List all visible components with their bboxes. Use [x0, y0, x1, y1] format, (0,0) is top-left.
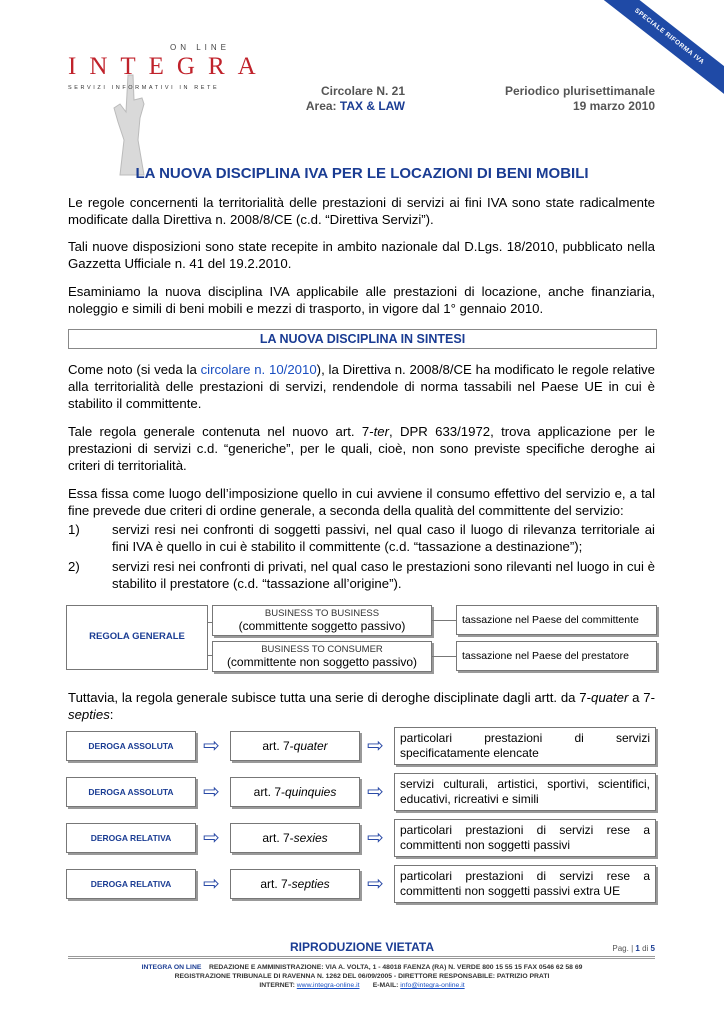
footer-riproduzione: RIPRODUZIONE VIETATA [290, 940, 434, 954]
website-link[interactable]: www.integra-online.it [296, 982, 360, 989]
arrow-right-icon: ⇨ [367, 873, 384, 895]
email-label: E-MAIL: [372, 982, 399, 989]
logo-integra: INTEGRA [68, 53, 269, 80]
paragraph-7-italic-1: quater [590, 690, 629, 705]
deroga-type: DEROGA RELATIVA [66, 823, 196, 853]
page-total: 5 [650, 944, 655, 953]
b2c-sub: (committente non soggetto passivo) [226, 655, 418, 669]
arrow-right-icon: ⇨ [203, 827, 220, 849]
page-title: LA NUOVA DISCIPLINA IVA PER LE LOCAZIONI DI BENI MOBILI [135, 165, 589, 182]
paragraph-5-text-b: , DPR 633/1972, trova applicazione per le prestazioni di servizi c.d. “generiche”, per le quali, cioè, non sono previste specifiche deroghe ai criteri di territorialità. [68, 424, 656, 473]
paragraph-6: Essa fissa come luogo dell’imposizione quello in cui avviene il consumo effettivo del servizio e, a tal fine prevede due criteri di ordine generale, a seconda della qualità del committente del servizio: [68, 486, 655, 518]
deroga-desc: servizi culturali, artistici, sportivi, scientifici, educativi, ricreativi e simili [394, 773, 656, 811]
article-suffix: sexies [293, 831, 328, 845]
deroga-article [230, 823, 360, 853]
footer-line-2: REGISTRAZIONE TRIBUNALE DI RAVENNA N. 1262 DEL 06/09/2005 - DIRETTORE RESPONSABILE: PATRIZIO PRATI [174, 973, 550, 980]
connector-line [432, 656, 456, 657]
arrow-right-icon: ⇨ [203, 735, 220, 757]
b2b-result-box: tassazione nel Paese del committente [456, 605, 657, 635]
deroga-type: DEROGA ASSOLUTA [66, 731, 196, 761]
deroga-desc: particolari prestazioni di servizi specificatamente elencate [394, 727, 656, 765]
article-prefix: art. 7- [253, 785, 285, 799]
b2b-box [212, 605, 432, 636]
list-number-1: 1) [68, 522, 80, 537]
area-value: TAX & LAW [339, 99, 405, 113]
footer-divider [68, 956, 655, 957]
article-prefix: art. 7- [260, 877, 292, 891]
footer-divider [68, 958, 655, 959]
footer-line-1 [0, 964, 724, 971]
paragraph-7 [68, 689, 655, 723]
header-date: 19 marzo 2010 [572, 99, 655, 113]
email-link[interactable]: info@integra-online.it [400, 982, 465, 989]
section-title-box: LA NUOVA DISCIPLINA IN SINTESI [68, 329, 657, 349]
paragraph-7-italic-2: septies [68, 707, 110, 722]
paragraph-7-text-c: : [109, 707, 114, 722]
article-prefix: art. 7- [262, 831, 294, 845]
list-item-1: servizi resi nei confronti di soggetti passivi, nel qual caso il luogo di rilevanza territoriale ai fini IVA è quello in cui è stabilito il committente (c.d. “tassazione a destinazione”); [112, 522, 655, 554]
page-di: di [642, 944, 649, 953]
arrow-right-icon: ⇨ [367, 735, 384, 757]
paragraph-7-text-a: Tuttavia, la regola generale subisce tutta una serie di deroghe disciplinate dagli artt. da 7- [68, 690, 591, 705]
connector-line [208, 622, 212, 623]
article-suffix: quater [293, 739, 328, 753]
page-number [580, 944, 655, 953]
article-prefix: art. 7- [262, 739, 294, 753]
circolare-link[interactable]: circolare n. 10/2010 [200, 362, 317, 377]
b2c-result-box: tassazione nel Paese del prestatore [456, 641, 657, 671]
b2b-sub: (committente soggetto passivo) [238, 619, 406, 633]
paragraph-4 [68, 361, 655, 412]
area-line [304, 99, 405, 113]
deroga-desc: particolari prestazioni di servizi rese a committenti non soggetti passivi [394, 819, 656, 857]
article-suffix: septies [291, 877, 330, 891]
paragraph-4-text-a: Come noto (si veda la [68, 362, 201, 377]
area-label: Area: [305, 99, 337, 113]
deroga-type: DEROGA ASSOLUTA [66, 777, 196, 807]
b2c-box [212, 641, 432, 672]
arrow-right-icon: ⇨ [203, 873, 220, 895]
circolare-number: Circolare N. 21 [320, 84, 405, 98]
footer-address: REDAZIONE E AMMINISTRAZIONE: VIA A. VOLTA, 1 - 48018 FAENZA (RA) N. VERDE 800 15 55 15 FAX 0546 62 58 69 [208, 964, 583, 971]
page-label: Pag. | [612, 944, 634, 953]
paragraph-2: Tali nuove disposizioni sono state recepite in ambito nazionale dal D.Lgs. 18/2010, pubblicato nella Gazzetta Ufficiale n. 41 del 19.2.2010. [68, 239, 655, 271]
deroga-desc: particolari prestazioni di servizi rese a committenti non soggetti passivi extra UE [394, 865, 656, 903]
article-suffix: quinquies [284, 785, 337, 799]
corner-banner: SPECIALE RIFORMA IVA [587, 0, 724, 104]
b2c-label: BUSINESS TO CONSUMER [261, 644, 383, 655]
arrow-right-icon: ⇨ [203, 781, 220, 803]
logo-online: ON LINE [170, 43, 231, 52]
footer-line-3 [0, 982, 724, 989]
paragraph-5-italic: ter [373, 424, 389, 439]
deroga-type: DEROGA RELATIVA [66, 869, 196, 899]
logo-subtitle: SERVIZI INFORMATIVI IN RETE [68, 85, 220, 91]
periodico: Periodico plurisettimanale [504, 84, 655, 98]
paragraph-3: Esaminiamo la nuova disciplina IVA applicabile alle prestazioni di locazione, anche finanziaria, noleggio e simili di beni mobili e mezzi di trasporto, in vigore dal 1° gennaio 2010. [68, 284, 655, 316]
regola-generale-label: REGOLA GENERALE [89, 631, 185, 642]
b2b-label: BUSINESS TO BUSINESS [264, 608, 380, 619]
connector-line [208, 655, 212, 656]
list-item-2: servizi resi nei confronti di privati, nel qual caso le prestazioni sono rilevanti nel luogo in cui è stabilito il prestatore (c.d. “tassazione all’origine”). [112, 559, 655, 591]
footer-brand: INTEGRA ON LINE [141, 964, 202, 971]
arrow-right-icon: ⇨ [367, 781, 384, 803]
list-number-2: 2) [68, 559, 80, 574]
connector-line [432, 620, 456, 621]
paragraph-5 [68, 423, 655, 474]
arrow-right-icon: ⇨ [367, 827, 384, 849]
regola-generale-box [66, 605, 208, 670]
internet-label: INTERNET: [259, 982, 295, 989]
deroga-article [230, 731, 360, 761]
paragraph-7-text-b: a 7- [628, 690, 655, 705]
page-current: 1 [635, 944, 640, 953]
paragraph-1: Le regole concernenti la territorialità delle prestazioni di servizi ai fini IVA sono state radicalmente modificate dalla Direttiva n. 2008/8/CE (c.d. “Direttiva Servizi”). [68, 195, 655, 227]
deroga-article [230, 869, 360, 899]
paragraph-5-text-a: Tale regola generale contenuta nel nuovo art. 7- [68, 424, 374, 439]
deroga-article [230, 777, 360, 807]
paragraph-4-text-b: ), la Direttiva n. 2008/8/CE ha modificato le regole relative alla territorialità delle prestazioni di servizi, rendendole di norma tassabili nel Paese UE in cui è stabilito il committente. [68, 362, 655, 411]
